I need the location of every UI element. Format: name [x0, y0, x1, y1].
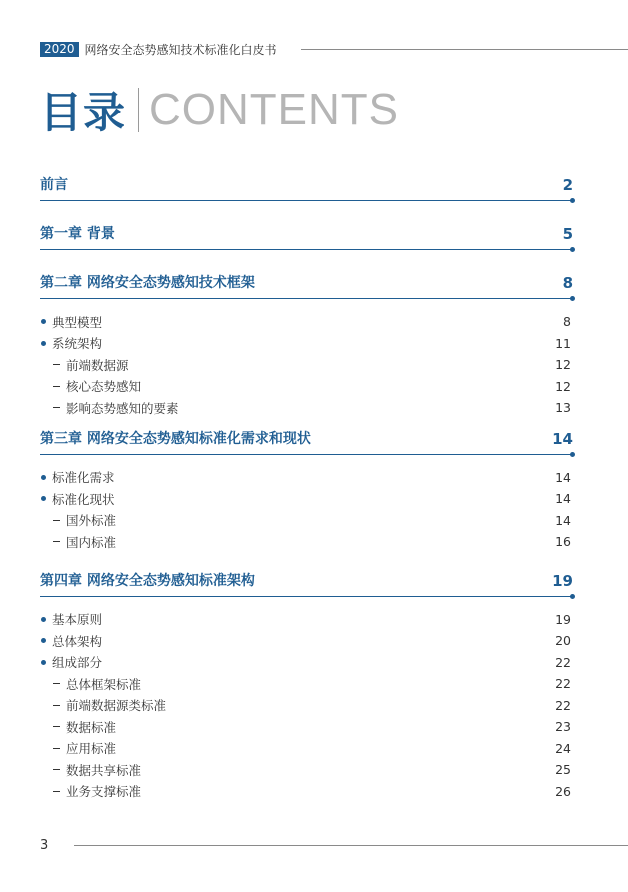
item-page: 14: [555, 491, 571, 507]
item-page: 14: [555, 469, 571, 485]
toc-subitem[interactable]: [40, 510, 573, 532]
item-page: 14: [555, 512, 571, 528]
item-page: 12: [555, 378, 571, 394]
dash-icon: [53, 705, 60, 706]
item-label: 前端数据源: [66, 357, 129, 373]
chapter-page: 14: [552, 429, 573, 448]
title-divider: [138, 88, 139, 132]
item-page: 11: [555, 335, 571, 351]
item-label: 组成部分: [52, 655, 103, 671]
chapter-label: 第一章 背景: [40, 226, 115, 242]
dash-icon: [53, 769, 60, 770]
toc-subitem[interactable]: [40, 531, 573, 553]
item-label: 标准化现状: [52, 491, 115, 507]
bullet-icon: [41, 638, 46, 643]
item-page: 20: [555, 633, 571, 649]
chapter-3-items: [40, 455, 573, 559]
bullet-icon: [41, 475, 46, 480]
item-page: 13: [555, 400, 571, 416]
item-page: 12: [555, 357, 571, 373]
page-number: 3: [40, 837, 49, 853]
bullet-icon: [41, 660, 46, 665]
item-page: 22: [555, 697, 571, 713]
item-label: 数据共享标准: [66, 762, 142, 778]
page-footer: [40, 836, 628, 854]
toc-item[interactable]: [40, 311, 573, 333]
toc-subitem[interactable]: [40, 673, 573, 695]
item-label: 标准化需求: [52, 470, 115, 486]
chapter-2-items: [40, 299, 573, 425]
toc-chapter-1[interactable]: [40, 201, 573, 250]
toc-chapter-preface[interactable]: [40, 160, 573, 201]
dash-icon: [53, 386, 60, 387]
item-label: 应用标准: [66, 741, 117, 757]
bullet-icon: [41, 496, 46, 501]
item-label: 基本原则: [52, 612, 103, 628]
item-label: 业务支撑标准: [66, 784, 142, 800]
item-page: 19: [555, 611, 571, 627]
dash-icon: [53, 364, 60, 365]
chapter-label: 第四章 网络安全态势感知标准架构: [40, 572, 255, 589]
chapter-4-items: [40, 597, 573, 809]
header-rule: [301, 49, 628, 50]
toc-subitem[interactable]: [40, 695, 573, 717]
toc-item[interactable]: [40, 609, 573, 631]
item-label: 总体架构: [52, 633, 103, 649]
item-label: 系统架构: [52, 336, 103, 352]
item-label: 核心态势感知: [66, 379, 142, 395]
chapter-page: 8: [562, 274, 573, 292]
dash-icon: [53, 748, 60, 749]
chapter-label: 前言: [40, 177, 68, 193]
running-header: [40, 40, 628, 58]
dash-icon: [53, 726, 60, 727]
item-label: 典型模型: [52, 314, 103, 330]
chapter-page: 5: [562, 225, 573, 243]
dash-icon: [53, 541, 60, 542]
item-page: 25: [555, 762, 571, 778]
chapter-label: 第二章 网络安全态势感知技术框架: [40, 275, 255, 291]
item-label: 国外标准: [66, 513, 117, 529]
item-page: 23: [555, 719, 571, 735]
toc-item[interactable]: [40, 467, 573, 489]
dash-icon: [53, 407, 60, 408]
dash-icon: [53, 683, 60, 684]
toc-subitem[interactable]: [40, 354, 573, 376]
toc-item[interactable]: [40, 652, 573, 674]
chapter-page: 2: [562, 176, 573, 194]
title-english: CONTENTS: [149, 85, 400, 134]
item-label: 总体框架标准: [66, 676, 142, 692]
item-page: 26: [555, 783, 571, 799]
toc-subitem[interactable]: [40, 781, 573, 803]
table-of-contents: [40, 160, 573, 808]
toc-item[interactable]: [40, 333, 573, 355]
year-badge: 2020: [40, 42, 79, 57]
page-title: [40, 80, 399, 140]
toc-chapter-3[interactable]: [40, 425, 573, 455]
item-page: 24: [555, 740, 571, 756]
toc-subitem[interactable]: [40, 759, 573, 781]
dash-icon: [53, 791, 60, 792]
item-page: 22: [555, 676, 571, 692]
bullet-icon: [41, 319, 46, 324]
document-title: 网络安全态势感知技术标准化白皮书: [84, 42, 277, 57]
footer-rule: [74, 845, 628, 846]
title-chinese: 目录: [40, 88, 127, 137]
bullet-icon: [41, 341, 46, 346]
toc-subitem[interactable]: [40, 738, 573, 760]
item-label: 前端数据源类标准: [66, 698, 167, 714]
item-page: 22: [555, 654, 571, 670]
chapter-page: 19: [552, 571, 573, 590]
item-label: 国内标准: [66, 534, 117, 550]
chapter-label: 第三章 网络安全态势感知标准化需求和现状: [40, 430, 311, 447]
toc-chapter-4[interactable]: [40, 559, 573, 597]
toc-chapter-2[interactable]: [40, 250, 573, 299]
item-label: 数据标准: [66, 719, 117, 735]
item-page: 8: [563, 314, 571, 330]
dash-icon: [53, 520, 60, 521]
item-label: 影响态势感知的要素: [66, 400, 179, 416]
bullet-icon: [41, 617, 46, 622]
toc-subitem[interactable]: [40, 716, 573, 738]
item-page: 16: [555, 534, 571, 550]
toc-subitem[interactable]: [40, 376, 573, 398]
toc-item[interactable]: [40, 630, 573, 652]
toc-subitem[interactable]: [40, 397, 573, 419]
toc-item[interactable]: [40, 488, 573, 510]
